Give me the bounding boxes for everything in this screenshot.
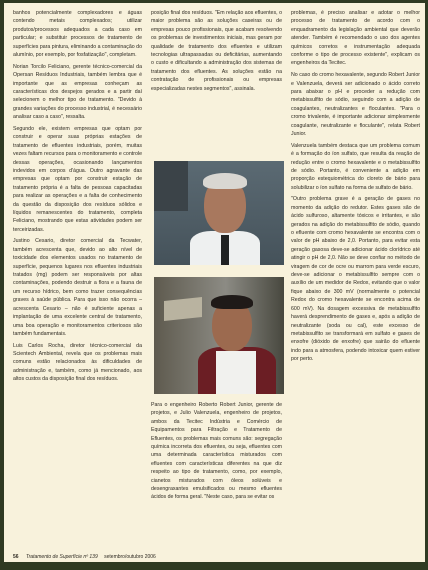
paragraph: Justino Cesario, diretor comercial da Tecwater, também acrescenta que, devido ao alto nível de toxicidade dos elementos usados no tratamento de superfície, pequenos lugares nos efluentes industriais tratados (mg) podem ser responsáveis por altas contaminações, podendo destruir a flora e a fauna de um recurso hídrico, bem como trazer consequências graves à saúde pública. Para que isso não ocorra – acrescenta Cesario – não é suficiente apenas a implantação de uma excelente central de tratamento, uma boa operação e monitoramentos criteriosos são também fundamentais. <box>13 238 142 337</box>
paragraph: Valenzuela também destaca que um problema comum é a formação do íon sulfato, que resulta da reação de redução entre o cromo hexavalente e o metabissulfito de sódio. Portanto, é conveniente a adição em proporção estequiométrica do cloreto de bário para solubilizar o íon sulfato na forma de sulfato de bário. <box>291 142 420 191</box>
column-left <box>13 9 142 387</box>
column-middle-bottom <box>151 401 282 505</box>
publication-name: Tratamento de Superfície nº 139 <box>25 554 98 560</box>
page-footer <box>13 554 156 560</box>
paragraph: "Outro problema grave é a geração de gases no momento da adição do redutor. Estes gases são de ácido sulfuroso, altamente tóxicos e irritantes, e são gerados na adição do metabissulfito de sódio, quando o efluente com cromo hexavalente se encontra com o valor de pH abaixo de 2,0. Portanto, para evitar esta geração gasosa deve-se adicionar ácido clorídrico até atingir o pH de 2,0. Não se deve confiar no método de viragem de cor de ocre ou marrom para verde escuro, deve-se adicionar o metabissulfito sempre com o auxílio de um medidor de Redox, evitando que o valor fique abaixo de 300 mV (normalmente o potencial Redox do cromo hexavalente se encontra acima de 600 mV). Na dosagem excessiva de metabissulfito haverá desprendimento de gases e, após a adição de neutralizante (soda ou cal), este excesso de metabissulfito se transformará em sulfato e gases de enxofre (dióxido de enxofre) que sairão do efluente indo para a atmosfera, podendo intoxicar quem estiver por perto. <box>291 196 420 363</box>
paragraph: posição final dos resíduos. "Em relação aos efluentes, o maior problema são as soluções caseiras ou de empresas pouco profissionais, que acabam resolvendo os problemas de investimentos iniciais, mas geram por qualidade de tratamento dos efluentes e utilizam tecnologias ultrapassadas ou deficitárias, aumentando o custo e dificultando a administração dos sistemas de tratamento dos efluentes. As soluções estão na contratação de profissionais ou empresas especializadas nestes segmentos", assinala. <box>151 10 282 92</box>
paragraph: problemas, é preciso analisar e adotar o melhor processo de tratamento de acordo com o enquadramento da legislação ambiental que deverão atender. Também é recomendado o uso dos agentes químicos corretos e instrumentação adequada conforme o tipo de processo existente", explicam os engenheiros da Tecitec. <box>291 10 420 67</box>
computer-monitor <box>154 161 188 211</box>
equipment <box>164 297 202 321</box>
paragraph: Norian Torcilo Feliciano, gerente técnico-comercial da Opersan Resíduos Industriais, também lembra que é importante que as empresas conheçam as características dos despejos gerados e a partir daí selecionem o melhor tipo de tratamento. "Devido à grandes variações do processo industrial, é necessário analisar caso a caso", ressalta. <box>13 63 142 121</box>
issue-date: setembro/outubro 2006 <box>104 554 156 560</box>
column-right <box>291 9 420 367</box>
paragraph: Segundo ele, existem empresas que optam por construir e operar suas próprias estações de tratamento de efluentes industriais, porém, muitas vezes faltam recursos para o monitoramento e controle dessas operações, ocasionando lançamentos indevidos em corpos d'água. Outro agravante das empresas que optam por construir estação de tratamento própria é a falta de pessoas capacitadas para realizar as operações e a falta de conhecimento da questão da disposição dos resíduos sólidos e líquidos remanescentes do tratamento, completa Feliciano, mostrando que estas atividades podem ser terceirizadas. <box>13 125 142 233</box>
person-hair <box>203 173 247 189</box>
column-middle-top <box>151 9 282 96</box>
page-number: 56 <box>13 554 19 560</box>
magazine-page <box>4 3 425 562</box>
paragraph: Para o engenheiro Roberto Robert Junior, gerente de projetos, e Julio Valenzuela, engenheiro de projetos, ambos da Tecitec Indústria e Comércio de Equipamentos para Filtração e Tratamento de Efluentes, os problemas mais comuns são: segregação química incorreta dos efluentes, ou seja, efluentes com uma determinada característica misturados com efluentes com características diferentes na que diz respeito ao tipo de tratamento, como, por exemplo, cianetos misturados com óleos solúveis e desengraxantes emulsificados ou mesmo efluentes ácidos de forma geral. "Neste caso, para se evitar os <box>151 402 282 501</box>
paragraph: No caso do cromo hexavalente, segundo Robert Junior e Valenzuela, deverá ser adicionado o ácido correto para abaixar o pH e proceder a redução com metabissulfito de sódio, seguindo com a adição de coagulantes, neutralizantes e floculantes. "Para o cromo trivalente, é importante adicionar simplesmente coagulante, neutralizante e floculante", relata Robert Junior. <box>291 72 420 137</box>
person-tie <box>221 235 229 265</box>
paragraph: Luis Carlos Rocha, diretor técnico-comercial da Scientech Ambiental, revela que os problemas mais comuns estão relacionados às dificuldades de administração e, também, como já mencionado, aos altos custos da disposição final dos resíduos. <box>13 342 142 383</box>
person-shirt <box>216 351 256 394</box>
photo-roberto-robert-junior <box>154 161 284 265</box>
person-hair <box>211 295 253 309</box>
paragraph: banhos potencialmente complexadores e águas contendo metais complexados; utilizar produtos/processos adequados a cada caso em particular; e substituir processos de tratamento de superfícies para pintura, eliminando a contaminação do alumínio, por exemplo, por fosfatização", completam. <box>13 10 142 59</box>
photo-julio-valenzuela <box>154 277 284 394</box>
